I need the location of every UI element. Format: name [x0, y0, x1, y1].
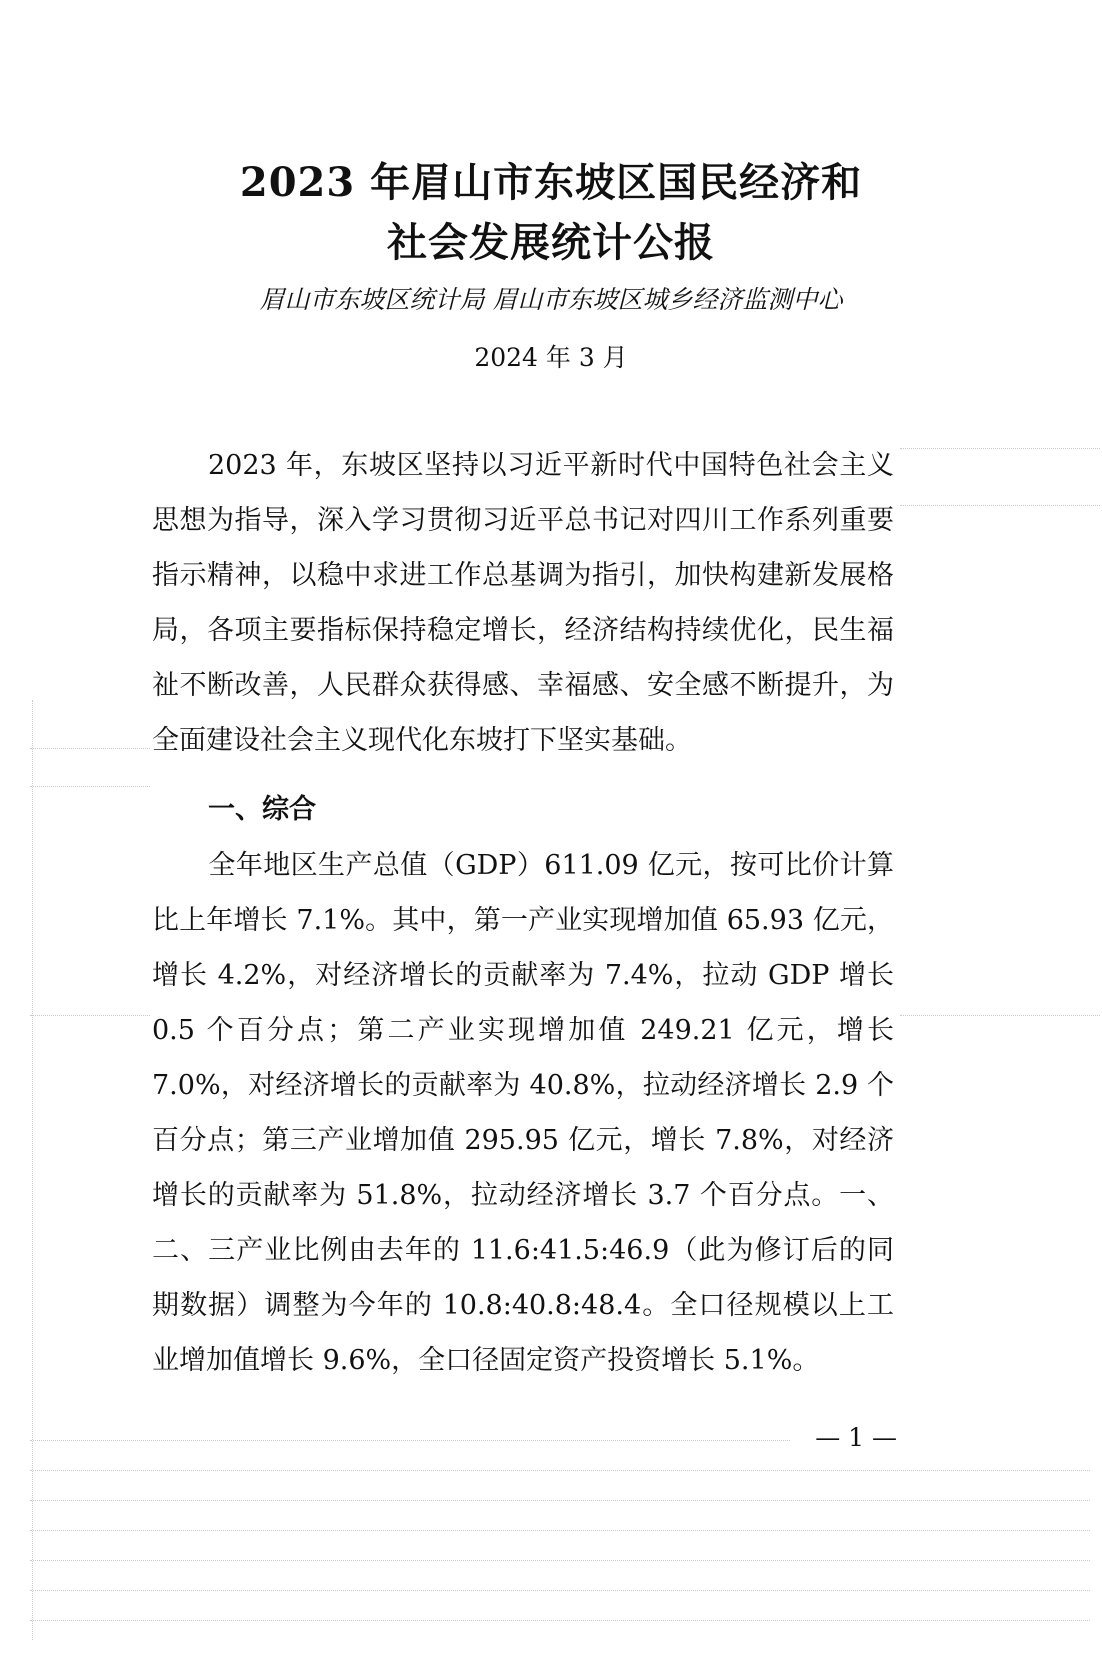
scan-artifact-line: [30, 1470, 1090, 1471]
intro-paragraph: [152, 438, 894, 768]
scan-artifact-line: [30, 1590, 1090, 1591]
scan-artifact-edge: [32, 700, 33, 1640]
scan-artifact-line: [30, 1015, 150, 1016]
scan-artifact-line: [30, 1530, 1090, 1531]
scan-artifact-line: [30, 1440, 790, 1441]
document-date: 2024 年 3 月: [474, 343, 628, 372]
scan-artifact-line: [30, 786, 150, 787]
scan-artifact-line: [30, 1620, 1090, 1621]
document-title-line2: 社会发展统计公报: [387, 219, 715, 266]
scan-artifact-line: [30, 1500, 1090, 1501]
scan-artifact-line: [30, 1560, 1090, 1561]
document-authors: 眉山市东坡区统计局 眉山市东坡区城乡经济监测中心: [259, 285, 843, 314]
overview-paragraph-text: 全年地区生产总值（GDP）611.09 亿元，按可比价计算比上年增长 7.1%。其中，第一产业实现增加值 65.93 亿元，增长 4.2%，对经济增长的贡献率为 7.4%，拉动 GDP 增长 0.5 个百分点；第二产业实现增加值 249.21 亿元，增长 7.0%，对经济增长的贡献率为 40.8%，拉动经济增长 2.9 个百分点；第三产业增加值 295.95 亿元，增长 7.8%，对经济增长的贡献率为 51.8%，拉动经济增长 3.7 个百分点。一、二、三产业比例由去年的 11.6:41.5:46.9（此为修订后的同期数据）调整为今年的 10.8:40.8:48.4。全口径规模以上工业增加值增长 9.6%，全口径固定资产投资增长 5.1%。: [152, 850, 894, 1376]
scan-artifact-line: [900, 505, 1100, 506]
scan-artifact-line: [900, 1015, 1100, 1016]
page-number: — 1 —: [815, 1423, 897, 1452]
document-title-line1: 2023 年眉山市东坡区国民经济和: [239, 159, 863, 206]
section-heading-overview: 一、综合: [208, 794, 316, 825]
intro-paragraph-text: 2023 年，东坡区坚持以习近平新时代中国特色社会主义思想为指导，深入学习贯彻习近平总书记对四川工作系列重要指示精神，以稳中求进工作总基调为指引，加快构建新发展格局，各项主要指标保持稳定增长，经济结构持续优化，民生福祉不断改善，人民群众获得感、幸福感、安全感不断提升，为全面建设社会主义现代化东坡打下坚实基础。: [152, 450, 894, 756]
scan-artifact-line: [30, 748, 150, 749]
overview-paragraph: [152, 838, 894, 1388]
scan-artifact-line: [900, 448, 1100, 449]
